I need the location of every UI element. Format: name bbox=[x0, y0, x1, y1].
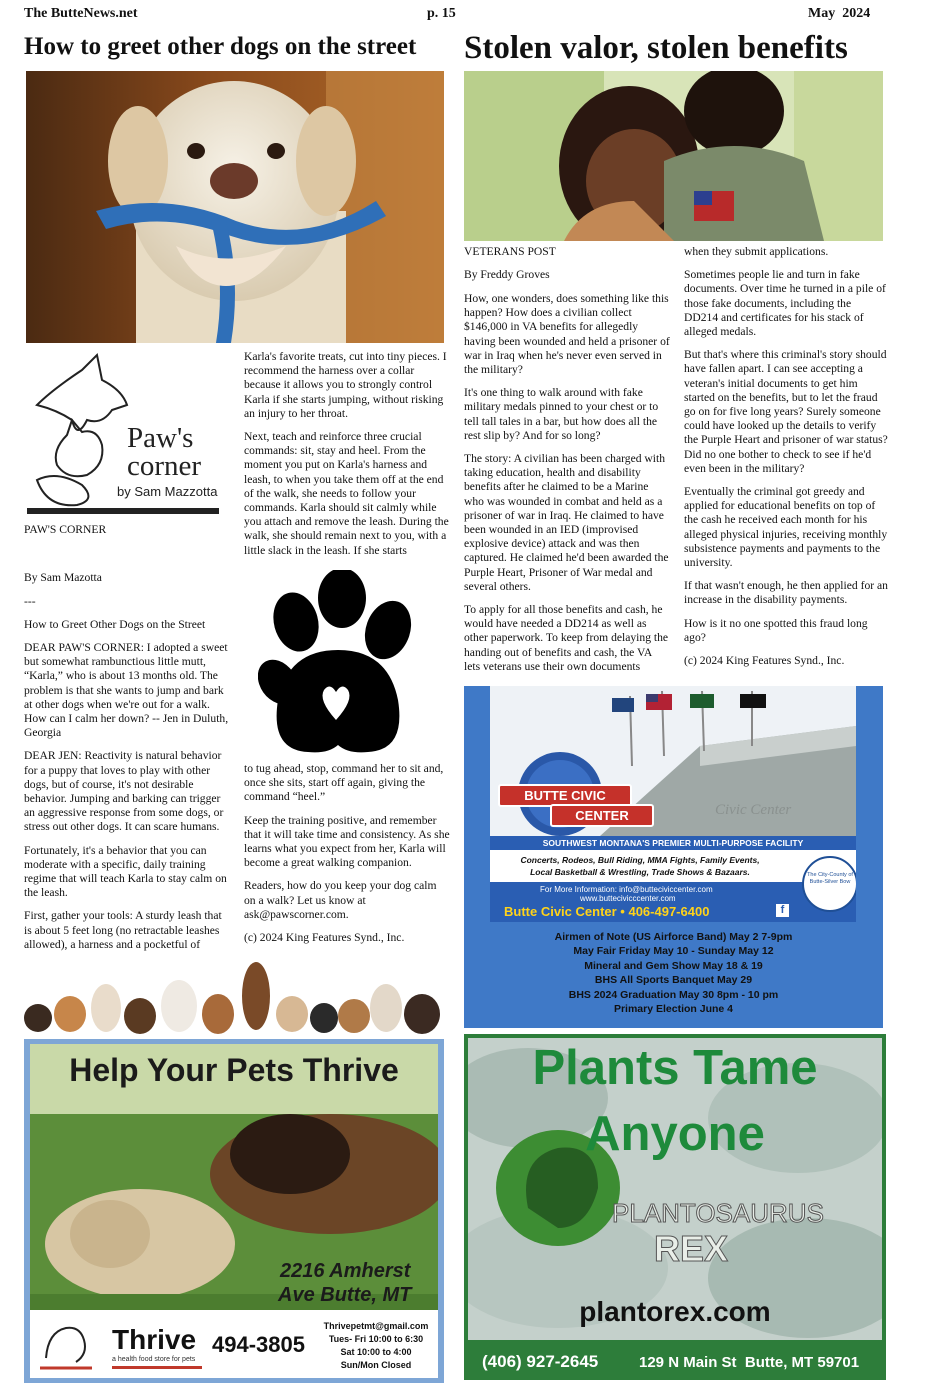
thrive-hours-saturday: Sat 10:00 to 4:00 bbox=[340, 1347, 412, 1357]
paragraph: when they submit applications. bbox=[684, 245, 829, 258]
left-headline: How to greet other dogs on the street bbox=[24, 33, 417, 60]
civic-phone-line[interactable]: Butte Civic Center • 406-497-6400 bbox=[504, 904, 710, 919]
schedule-item: Primary Election June 4 bbox=[613, 1003, 734, 1016]
thrive-brand: Thrive bbox=[112, 1324, 197, 1355]
paragraph: Next, teach and reinforce three crucial commands: sit, stay and heel. From the moment you put on Karla's harness and leash, to when you take them off at the end of the walk, she needs to follow your commands. Karla should sit calmly while you attach and remove the leash. During the walk, she should remain next to you, with a little slack in the leash. If she starts bbox=[244, 430, 449, 557]
paragraph: But that's where this criminal's story should have fallen apart. I can see accepting a veteran's initial documents to get him started on the benefits, but to let the fraud go on for five long years? Surely someone could have looked up the details to verify the Purple Heart and prisoner of war status? Did no one bother to check to see if he'd even been in the military? bbox=[684, 348, 888, 475]
schedule-item: BHS 2024 Graduation May 30 8pm - 10 pm bbox=[568, 988, 779, 1001]
paragraph: Fortunately, it's a behavior that you can moderate with a specific, daily training regime that will teach Karla to stay calm on the leash. bbox=[24, 843, 227, 900]
civic-sign-line2: CENTER bbox=[550, 804, 654, 827]
left-article-col2-bottom bbox=[244, 762, 450, 954]
thrive-headline: Help Your Pets Thrive bbox=[69, 1052, 399, 1088]
paragraph: How, one wonders, does something like this happen? How does a civilian collect $146,000 in VA benefits for allegedly having been wounded and held a prisoner of war in Iraq when he's never even served in the military? bbox=[464, 292, 670, 377]
right-article-col2 bbox=[684, 245, 888, 677]
thrive-hours-closed: Sun/Mon Closed bbox=[340, 1360, 412, 1370]
civic-ad-panel bbox=[490, 686, 856, 922]
civic-schedule bbox=[464, 930, 883, 1016]
schedule-item: BHS All Sports Banquet May 29 bbox=[594, 974, 753, 987]
civic-center-building-photo bbox=[490, 686, 856, 836]
plants-website[interactable]: plantorex.com bbox=[579, 1296, 771, 1327]
page-number: p. 15 bbox=[427, 6, 456, 21]
plants-headline-line2: Anyone bbox=[585, 1107, 765, 1161]
civic-events-line1: Concerts, Rodeos, Bull Riding, MMA Fights, Family Events, bbox=[520, 855, 760, 865]
paragraph: Readers, how do you keep your dog calm on a walk? Let us know at ask@pawscorner.com. bbox=[244, 879, 437, 921]
schedule-item: May Fair Friday May 10 - Sunday May 12 bbox=[573, 945, 774, 958]
civic-tagline: SOUTHWEST MONTANA'S PREMIER MULTI-PURPOSE FACILITY bbox=[490, 836, 856, 850]
civic-building-script: Civic Center bbox=[715, 802, 792, 818]
paragraph: How is it no one spotted this fraud long ago? bbox=[684, 616, 868, 644]
paragraph: (c) 2024 King Features Synd., Inc. bbox=[244, 931, 405, 945]
right-author-byline: By Freddy Groves bbox=[464, 268, 550, 281]
thrive-footer bbox=[30, 1310, 438, 1378]
city-county-seal-icon bbox=[802, 856, 856, 912]
paragraph: DEAR PAW'S CORNER: I adopted a sweet but somewhat rambunctious little mutt, “Karla,” who is about 13 months old. The problem is that she wants to jump and bark at other dogs when we're out for a walk. How can I calm her down? -- Jen in Duluth, Georgia bbox=[24, 641, 229, 740]
paw-print-heart-icon bbox=[258, 570, 418, 756]
thrive-underline bbox=[112, 1366, 202, 1369]
civic-sign-line1: BUTTE CIVIC bbox=[498, 784, 632, 807]
plants-phone[interactable]: (406) 927-2645 bbox=[482, 1352, 599, 1371]
civic-events bbox=[500, 854, 780, 878]
separator: --- bbox=[24, 595, 36, 608]
civic-events-line2: Local Basketball & Wrestling, Trade Shows & Bazaars. bbox=[530, 867, 750, 877]
paragraph: Keep the training positive, and remember that it will take time and consistency. As she learns what you expect from her, Karla will become a great walking companion. bbox=[244, 813, 450, 870]
logo-corner: corner bbox=[127, 450, 202, 482]
plants-ad-panel bbox=[468, 1038, 882, 1340]
civic-info-email[interactable]: For More Information: info@butteciviccenter.com bbox=[540, 885, 713, 894]
plants-address: 129 N Main St Butte, MT 59701 bbox=[639, 1354, 860, 1371]
thrive-contact-block bbox=[320, 1320, 432, 1372]
paragraph: To apply for all those benefits and cash, he would have needed a DD214 as well as other paperwork. To keep from delaying the handing out of benefits and cash, the VA lets veterans use their own documents bbox=[464, 603, 669, 673]
facebook-icon[interactable]: f bbox=[776, 904, 789, 917]
puppies-strip-photo bbox=[24, 956, 444, 1036]
right-headline: Stolen valor, stolen benefits bbox=[464, 30, 848, 66]
paragraph: Sometimes people lie and turn in fake documents. Over time he turned in a pile of those fake documents, including the DD214 and certificates for his stack of alleged medals. bbox=[684, 268, 886, 339]
paragraph: to tug ahead, stop, command her to sit and, once she sits, start off again, giving the command “heel.” bbox=[244, 762, 444, 804]
plants-logo-line1: PLANTOSAURUS bbox=[612, 1198, 824, 1228]
veteran-hug-photo bbox=[464, 71, 883, 241]
civic-info-bar bbox=[490, 882, 856, 922]
dog-with-leash-photo bbox=[26, 71, 444, 343]
pawscorner-logo bbox=[27, 350, 221, 518]
left-article-col2-top bbox=[244, 350, 450, 567]
paragraph: If that wasn't enough, he then applied for an increase in the disability payments. bbox=[684, 579, 888, 607]
right-article-col1 bbox=[464, 292, 670, 683]
thrive-brand-sub: a health food store for pets bbox=[112, 1356, 196, 1363]
logo-rule bbox=[27, 508, 219, 514]
paragraph: Karla's favorite treats, cut into tiny pieces. I recommend the harness over a collar because it allows you to strongly control Karla if she starts jumping, without risking an injury to her throat. bbox=[244, 350, 447, 420]
thrive-email[interactable]: Thrivepetmt@gmail.com bbox=[323, 1321, 429, 1331]
left-article-col1 bbox=[24, 641, 230, 961]
issue-date: May 2024 bbox=[808, 6, 871, 21]
thrive-hours-weekday: Tues- Fri 10:00 to 6:30 bbox=[328, 1334, 424, 1344]
plants-headline-line1: Plants Tame bbox=[532, 1041, 818, 1095]
civic-center-ad[interactable] bbox=[464, 686, 883, 1028]
paragraph: It's one thing to walk around with fake military medals pinned to your chest or to tell tall tales in a bar, but how does all the rest slip by? And for so long? bbox=[464, 386, 659, 442]
site-name: The ButteNews.net bbox=[24, 6, 138, 21]
paragraph: DEAR JEN: Reactivity is natural behavior for a puppy that loves to play with other dogs, but of course, it's not desirable behavior. Jumping and barking can trigger an aggressive response from some dogs, or stress out other dogs. It can scare humans. bbox=[24, 749, 224, 834]
civic-info-web[interactable]: www.buttecivicccenter.com bbox=[580, 894, 676, 903]
thrive-ad[interactable] bbox=[24, 1039, 444, 1383]
paragraph: Eventually the criminal got greedy and applied for educational benefits on top of the cash he received each month for his alleged physical injuries, receiving monthly subsistence payments and payments to the university. bbox=[684, 485, 888, 570]
paragraph: First, gather your tools: A sturdy leash that is about 5 feet long (no retractable leashes allowed), a harness and a pocketful of bbox=[24, 909, 222, 951]
logo-paws: Paw's bbox=[127, 422, 194, 454]
schedule-item: Mineral and Gem Show May 18 & 19 bbox=[584, 959, 763, 972]
thrive-address-line1: 2216 Amherst bbox=[280, 1260, 411, 1282]
schedule-item: Airmen of Note (US Airforce Band) May 2 7-9pm bbox=[554, 931, 793, 943]
plantosaurus-ad[interactable] bbox=[464, 1034, 886, 1380]
paragraph: (c) 2024 King Features Synd., Inc. bbox=[684, 654, 845, 668]
author-byline: By Sam Mazotta bbox=[24, 571, 102, 584]
plants-logo-line2: REX bbox=[654, 1228, 729, 1269]
seal-text: The City-County of Butte-Silver Bow bbox=[807, 872, 853, 885]
article-subtitle: How to Greet Other Dogs on the Street bbox=[24, 618, 206, 631]
thrive-ad-inner bbox=[30, 1044, 438, 1378]
paragraph: The story: A civilian has been charged with taking education, health and disability benefits after he claimed to be a Marine who was wounded in combat and held as a prisoner of war in Iraq. He claimed to have been wounded in an IED (improvised explosive device) attack and was then captured. He claimed he'd been awarded the Purple Heart, Prisoner of War medal and several others. bbox=[464, 452, 669, 593]
thrive-phone[interactable]: 494-3805 bbox=[212, 1332, 305, 1357]
section-label: PAW'S CORNER bbox=[24, 523, 107, 536]
thrive-address-line2: Ave Butte, MT bbox=[278, 1284, 412, 1306]
thrive-dog-logo-icon bbox=[36, 1318, 96, 1372]
right-section-label: VETERANS POST bbox=[464, 245, 556, 258]
logo-byline: by Sam Mazzotta bbox=[117, 484, 218, 499]
